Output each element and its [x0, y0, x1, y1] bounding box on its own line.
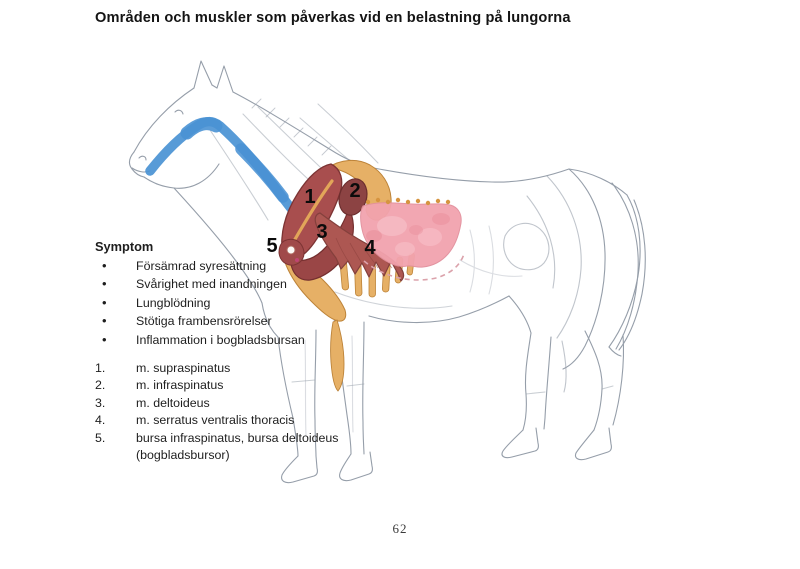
legend-item: 5. bursa infraspinatus, bursa deltoideus: [95, 430, 339, 445]
symptom-section: [95, 235, 305, 349]
diagram-marker-2: 2: [349, 180, 361, 202]
symptom-item: • Inflammation i bogbladsbursan: [95, 331, 305, 350]
legend-item: 4. m. serratus ventralis thoracis: [95, 413, 295, 428]
page-number: 62: [392, 521, 408, 536]
bullet-icon: •: [102, 257, 107, 273]
airway-highlight: [150, 122, 298, 218]
bullet-icon: •: [102, 331, 107, 347]
muscle-legend: [95, 360, 339, 464]
symptom-item: • Stötiga frambensrörelser: [95, 312, 305, 331]
bullet-icon: •: [102, 294, 107, 310]
symptom-heading: Symptom: [95, 239, 154, 254]
symptom-item: • Lungblödning: [95, 294, 305, 313]
bullet-icon: •: [102, 276, 107, 291]
bullet-icon: •: [102, 313, 107, 328]
diagram-marker-1: 1: [304, 186, 316, 208]
legend-item: 1. m. supraspinatus: [95, 361, 231, 375]
diagram-marker-4: 4: [364, 237, 376, 259]
symptom-item: • Försämrad syresättning: [95, 257, 305, 276]
legend-note: (bogbladsbursor): [136, 448, 230, 463]
page-title: Områden och muskler som påverkas vid en belastning på lungorna: [95, 10, 571, 26]
diagram-marker-5: 5: [266, 235, 278, 257]
legend-item: 2. m. infraspinatus: [95, 378, 224, 393]
diagram-marker-3: 3: [316, 221, 328, 243]
symptom-item: • Svårighet med inandningen: [95, 275, 305, 294]
legend-item: 3. m. deltoideus: [95, 395, 210, 410]
